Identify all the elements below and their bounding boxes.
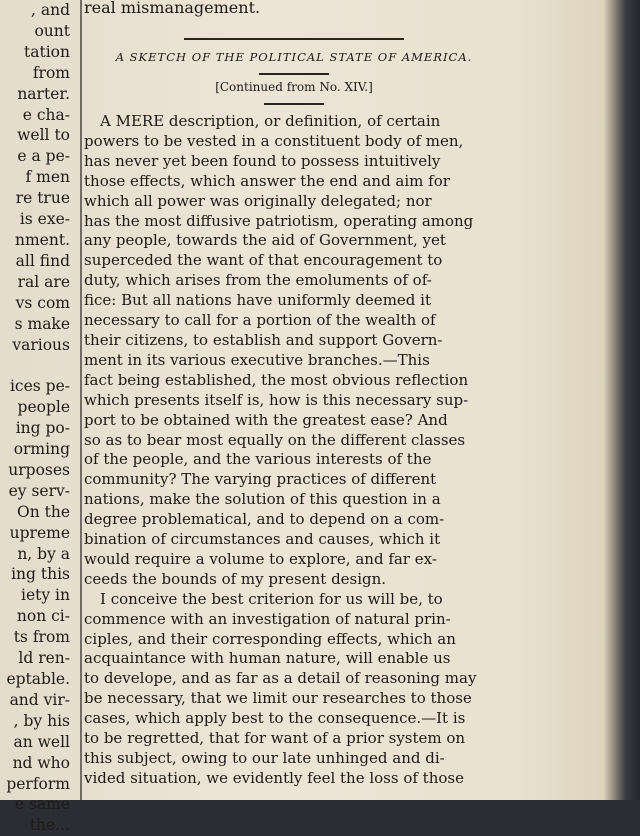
body-line: be necessary, that we limit our researches to those <box>84 689 472 708</box>
left-column-line: and vir- <box>9 690 70 709</box>
left-column-line: s make <box>14 314 70 333</box>
page-edge-shadow <box>604 0 640 800</box>
left-column-line: ey serv- <box>8 481 70 500</box>
left-column-line: nment. <box>15 230 70 249</box>
column-rule <box>80 0 82 800</box>
body-line: has the most diffusive patriotism, operating among <box>84 211 474 230</box>
left-column-line: ts from <box>13 628 70 647</box>
left-column-line: the... <box>29 816 70 835</box>
body-line: ceeds the bounds of my present design. <box>84 569 387 588</box>
body-line: any people, towards the aid of Government, yet <box>84 231 446 250</box>
left-column-line: re true <box>15 189 70 208</box>
left-column-line: f men <box>25 168 70 187</box>
body-line: so as to bear most equally on the different classes <box>84 430 466 449</box>
continued-rule <box>264 103 324 105</box>
body-line: has never yet been found to possess intuitively <box>84 151 441 170</box>
body-line: powers to be vested in a constituent body of men, <box>84 131 464 150</box>
body-line: A MERE description, or definition, of certain <box>100 112 441 130</box>
body-line: cases, which apply best to the consequence.—It is <box>84 709 466 728</box>
top-line: real mismanagement. <box>84 0 261 17</box>
headline-rule-top <box>184 38 404 40</box>
body-line: fice: But all nations have uniformly deemed it <box>84 291 431 310</box>
left-column-line: from <box>32 63 70 82</box>
body-line: which presents itself is, how is this necessary sup- <box>84 390 469 409</box>
left-column-line: eptable. <box>6 670 70 688</box>
left-column-line: is exe- <box>19 210 70 229</box>
left-column-line: an well <box>13 732 70 751</box>
left-column-line: various <box>12 335 70 354</box>
body-line: superceded the want of that encouragement to <box>84 251 443 270</box>
left-column-line: nd who <box>12 753 70 772</box>
body-line: ciples, and their corresponding effects, which an <box>84 629 456 648</box>
left-column-line: , and <box>31 1 70 19</box>
body-line: community? The varying practices of different <box>84 470 437 489</box>
main-column <box>84 0 530 800</box>
left-column-line: , by his <box>13 711 70 730</box>
body-line: bination of circumstances and causes, which it <box>84 530 441 549</box>
left-column-line: ral are <box>17 272 70 291</box>
body-line: this subject, owing to our late unhinged and di- <box>84 749 445 767</box>
left-column-line: e a pe- <box>17 147 70 166</box>
body-line: to develope, and as far as a detail of reasoning may <box>84 669 477 688</box>
article-body <box>84 112 524 789</box>
body-line: necessary to call for a portion of the wealth of <box>84 311 436 330</box>
left-column-line: e cha- <box>22 105 70 124</box>
left-column-line: n, by a <box>17 544 70 563</box>
left-column-line: tation <box>24 42 70 61</box>
body-line: those effects, which answer the end and aim for <box>84 171 450 190</box>
left-column-line: urposes <box>8 460 70 479</box>
left-column-line: ount <box>34 21 70 40</box>
left-column-line: narter. <box>17 84 70 103</box>
left-column-line <box>0 355 70 376</box>
left-column-line: people <box>17 398 70 417</box>
left-column-line: iety in <box>21 586 70 605</box>
left-column-line: ing this <box>11 565 70 584</box>
body-line: of the people, and the various interests of the <box>84 450 432 469</box>
continued-note: [Continued from No. XIV.] <box>215 80 373 94</box>
left-column-line: well to <box>17 126 70 145</box>
body-line: ment in its various executive branches.—This <box>84 350 430 369</box>
body-line: which all power was originally delegated; nor <box>84 191 432 210</box>
left-column-line: On the <box>16 502 70 521</box>
article-headline: A SKETCH OF THE POLITICAL STATE OF AMERICA. <box>115 50 473 64</box>
left-column-line: perform <box>6 774 70 793</box>
body-line: port to be obtained with the greatest ease? And <box>84 410 448 429</box>
left-column-line: orming <box>13 440 70 459</box>
body-line: I conceive the best criterion for us will be, to <box>100 589 443 608</box>
body-line: to be regretted, that for want of a prior system on <box>84 729 466 748</box>
left-column-line: non ci- <box>16 607 70 626</box>
left-column-line: vs com <box>15 293 70 312</box>
left-column-line: e same <box>14 795 70 814</box>
body-line: commence with an investigation of natural prin- <box>84 609 451 628</box>
left-column-line: ld ren- <box>18 649 70 668</box>
left-column-line: all find <box>15 251 70 270</box>
body-line: their citizens, to establish and support Govern- <box>84 330 443 349</box>
body-line: acquaintance with human nature, will enable us <box>84 649 451 668</box>
body-line: vided situation, we evidently feel the loss of those <box>84 768 464 787</box>
left-column-line: ices pe- <box>9 377 70 396</box>
headline-rule-short <box>259 73 329 75</box>
left-column-text <box>0 0 70 835</box>
body-line: would require a volume to explore, and far ex- <box>84 549 437 568</box>
body-line: nations, make the solution of this question in a <box>84 490 441 509</box>
left-column-line: upreme <box>9 523 70 542</box>
body-line: degree problematical, and to depend on a com- <box>84 510 445 529</box>
left-column-line: ing po- <box>15 419 70 438</box>
body-line: duty, which arises from the emoluments of of- <box>84 271 432 290</box>
body-line: fact being established, the most obvious reflection <box>84 370 469 389</box>
